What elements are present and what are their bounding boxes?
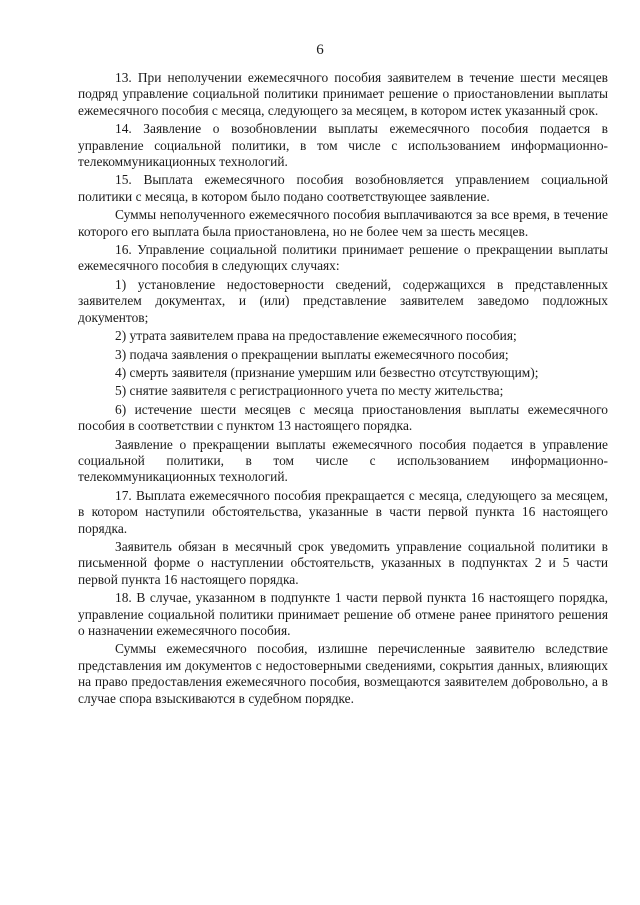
paragraph-13: 13. При неполучении ежемесячного пособия заявителем в течение шести месяцев подряд управление социальной политики принимает решение о приостановлении выплаты ежемесячного пособия с месяца, следующего за месяцем, в котором истек указанный срок. xyxy=(78,70,608,118)
paragraph-16: 16. Управление социальной политики принимает решение о прекращении выплаты ежемесячного пособия в следующих случаях: xyxy=(78,242,608,274)
paragraph-17: 17. Выплата ежемесячного пособия прекращается с месяца, следующего за месяцем, в котором наступили обстоятельства, указанные в части первой пункта 16 настоящего порядка. xyxy=(78,487,608,536)
list-item-16-2: 2) утрата заявителем права на предоставление ежемесячного пособия; xyxy=(115,328,517,344)
list-item-16-5: 5) снятие заявителя с регистрационного учета по месту жительства; xyxy=(115,383,504,399)
paragraph-18: 18. В случае, указанном в подпункте 1 части первой пункта 16 настоящего порядка, управление социальной политики принимает решение об отмене ранее принятого решения о назначении ежемесячного пособия. xyxy=(78,590,608,638)
paragraph-14: 14. Заявление о возобновлении выплаты ежемесячного пособия подается в управление социальной политики, в том числе с использованием информационно-телекоммуникационных технологий. xyxy=(78,121,608,170)
list-item-16-6: 6) истечение шести месяцев с месяца приостановления выплаты ежемесячного пособия в соответствии с пунктом 13 настоящего порядка. xyxy=(78,401,608,434)
list-item-16-3: 3) подача заявления о прекращении выплаты ежемесячного пособия; xyxy=(115,346,509,362)
paragraph-18-overpaid-sums: Суммы ежемесячного пособия, излишне перечисленные заявителю вследствие представления им документов с недостоверными сведениями, сокрытия данных, влияющих на право предоставления ежемесячного пособия, возмещаются заявителем добровольно, а в случае спора взыскиваются в судебном порядке. xyxy=(78,641,608,706)
list-item-16-4: 4) смерть заявителя (признание умершим или безвестно отсутствующим); xyxy=(115,364,539,380)
list-item-16-1: 1) установление недостоверности сведений, содержащихся в представленных заявителем документах, и (или) представление заявителем заведомо подложных документов; xyxy=(78,276,608,325)
paragraph-16-termination-application: Заявление о прекращении выплаты ежемесячного пособия подается в управление социальной политики, в том числе с использованием информационно-телекоммуникационных технологий. xyxy=(78,436,608,485)
paragraph-15: 15. Выплата ежемесячного пособия возобновляется управлением социальной политики с месяца, в котором было подано соответствующее заявление. xyxy=(78,172,608,204)
document-body xyxy=(78,70,608,709)
paragraph-15-unpaid-sums: Суммы неполученного ежемесячного пособия выплачиваются за все время, в течение которого его выплата была приостановлена, но не более чем за шесть месяцев. xyxy=(78,207,608,239)
page-number: 6 xyxy=(316,42,324,58)
paragraph-17-notification-duty: Заявитель обязан в месячный срок уведомить управление социальной политики в письменной форме о наступлении обстоятельств, указанных в подпунктах 2 и 5 части первой пункта 16 настоящего порядка. xyxy=(78,538,608,587)
